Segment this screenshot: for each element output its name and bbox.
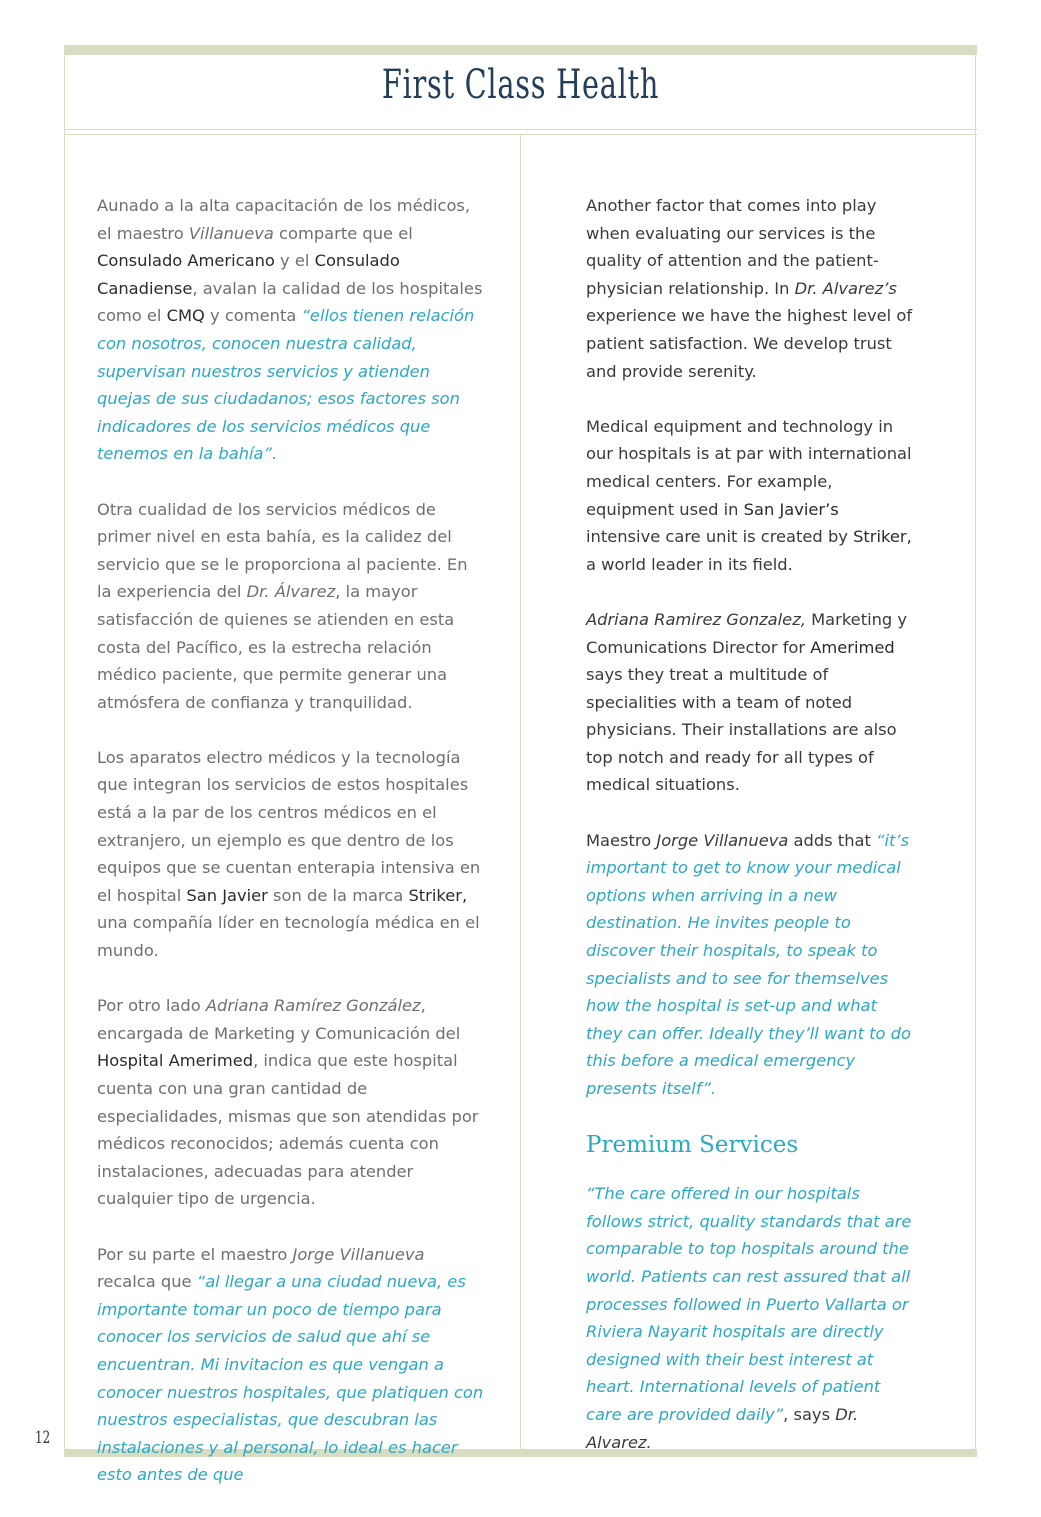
text-emphasis: Striker,: [853, 527, 912, 547]
page-title: First Class Health: [381, 62, 660, 108]
quote: “The care offered in our hospitals follows strict, quality standards that are comparable to top hospitals around the world. Patients can rest assured that all processes followed in Puerto Vallarta or Riviera Nayarit hospitals are directly designed with their best interest at heart. International levels of patient care are provided daily”: [586, 1184, 912, 1424]
text-italic: Dr. Alvarez’s: [794, 278, 897, 298]
text-emphasis: Hospital Amerimed: [97, 1051, 254, 1071]
text-italic: Dr. Álvarez: [246, 582, 336, 602]
text: Otra cualidad de los servicios médicos de primer nivel en esta bahía, es la calidez del servicio que se le proporciona al paciente. En la experiencia del: [97, 499, 468, 602]
text: Marketing y Comunications Director for: [586, 609, 908, 657]
text: una compañía líder en tecnología médica en el mundo.: [97, 913, 480, 961]
text-emphasis: CMQ: [166, 306, 205, 326]
text-emphasis: San Javier’s: [743, 499, 839, 519]
left-paragraph-4: [97, 992, 487, 1213]
text: y el: [274, 251, 315, 271]
text: recalca que: [97, 1272, 197, 1292]
text: , indica que este hospital cuenta con una gran cantidad de especialidades, mismas que son atendidas por médicos reconocidos; además cuenta con instalaciones, adecuadas para atender cualquier tipo de urgencia.: [97, 1051, 479, 1209]
text: Medical equipment and technology in our hospitals is at par with international medical centers. For example, equipment used in: [586, 416, 912, 519]
right-paragraph-1: [586, 192, 916, 385]
text: adds that: [788, 830, 877, 850]
text: says they treat a multitude of specialities with a team of noted physicians. Their installations are also top notch and ready for all types of medical situations.: [586, 665, 897, 795]
right-paragraph-3: [586, 606, 916, 799]
section-subheading: Premium Services: [586, 1132, 799, 1159]
left-column: [97, 192, 487, 1517]
left-paragraph-3: [97, 744, 487, 965]
text-italic: Dr. Alvarez.: [586, 1404, 859, 1452]
text: comparte que el: [273, 223, 413, 243]
text-emphasis: Amerimed: [810, 637, 895, 657]
frame-right-rule: [975, 55, 976, 1450]
header-divider: [64, 129, 977, 130]
text-italic: Jorge Villanueva: [656, 830, 789, 850]
text: son de la marca: [267, 885, 409, 905]
text: intensive care unit is created by: [586, 527, 854, 547]
right-column: [586, 192, 916, 1484]
text: Por otro lado: [97, 996, 206, 1016]
text: y comenta: [204, 306, 302, 326]
text: , avalan la calidad de los hospitales como el: [97, 278, 483, 326]
right-paragraph-5: [586, 1180, 916, 1456]
text-emphasis: Consulado Canadiense: [97, 251, 400, 298]
text: Aunado a la alta capacitación de los médicos, el maestro: [97, 196, 471, 243]
quote: “ellos tienen relación con nosotros, conocen nuestra calidad, supervisan nuestros servicios y atienden quejas de sus ciudadanos; esos factores son indicadores de los servicios médicos que tenemos en la bahía”.: [97, 306, 475, 464]
column-divider: [520, 135, 521, 1450]
left-paragraph-1: [97, 192, 487, 468]
page-number: 12: [35, 1428, 51, 1448]
frame-left-rule: [64, 55, 65, 1450]
right-paragraph-4: [586, 827, 916, 1103]
text-emphasis: San Javier: [186, 885, 268, 905]
text: a world leader in its field.: [586, 554, 793, 574]
text: Maestro: [586, 830, 657, 850]
text: Another factor that comes into play when evaluating our services is the quality of attention and the patient-physician relationship. In: [586, 196, 879, 298]
text-italic: Jorge Villanueva: [292, 1244, 425, 1264]
text-emphasis: Consulado Americano: [97, 251, 275, 271]
text-italic: Villanueva: [188, 223, 274, 243]
left-paragraph-5: [97, 1241, 487, 1489]
quote: “it’s important to get to know your medical options when arriving in a new destination. He invites people to discover their hospitals, to speak to specialists and to see for themselves how the hospital is set-up and what they can offer. Ideally they’ll want to do this before a medical emergency presents itself”.: [586, 830, 911, 1098]
text-italic: Adriana Ramírez González: [205, 996, 421, 1016]
text: , says: [783, 1404, 836, 1424]
left-paragraph-2: [97, 496, 487, 717]
text: , la mayor satisfacción de quienes se atienden en esta costa del Pacífico, es la estrecha relación médico paciente, que permite generar una atmósfera de confianza y tranquilidad.: [97, 582, 455, 712]
right-paragraph-2: [586, 413, 916, 579]
quote: “al llegar a una ciudad nueva, es importante tomar un poco de tiempo para conocer los servicios de salud que ahí se encuentran. Mi invitacion es que vengan a conocer nuestros hospitales, que platiquen con nuestros especialistas, que descubran las instalaciones y al personal, lo ideal es hacer esto antes de que: [97, 1272, 484, 1485]
text-emphasis: Striker,: [408, 885, 468, 905]
text: Por su parte el maestro: [97, 1244, 293, 1264]
text: Los aparatos electro médicos y la tecnología que integran los servicios de estos hospitales está a la par de los centros médicos en el extranjero, un ejemplo es que dentro de los equipos que se cuentan enterapia intensiva en el hospital: [97, 747, 481, 905]
text: , encargada de Marketing y Comunicación del: [97, 996, 461, 1043]
frame-top-bar: [64, 45, 977, 55]
text: experience we have the highest level of patient satisfaction. We develop trust and provide serenity.: [586, 306, 913, 381]
text-italic: Adriana Ramirez Gonzalez,: [586, 609, 806, 629]
